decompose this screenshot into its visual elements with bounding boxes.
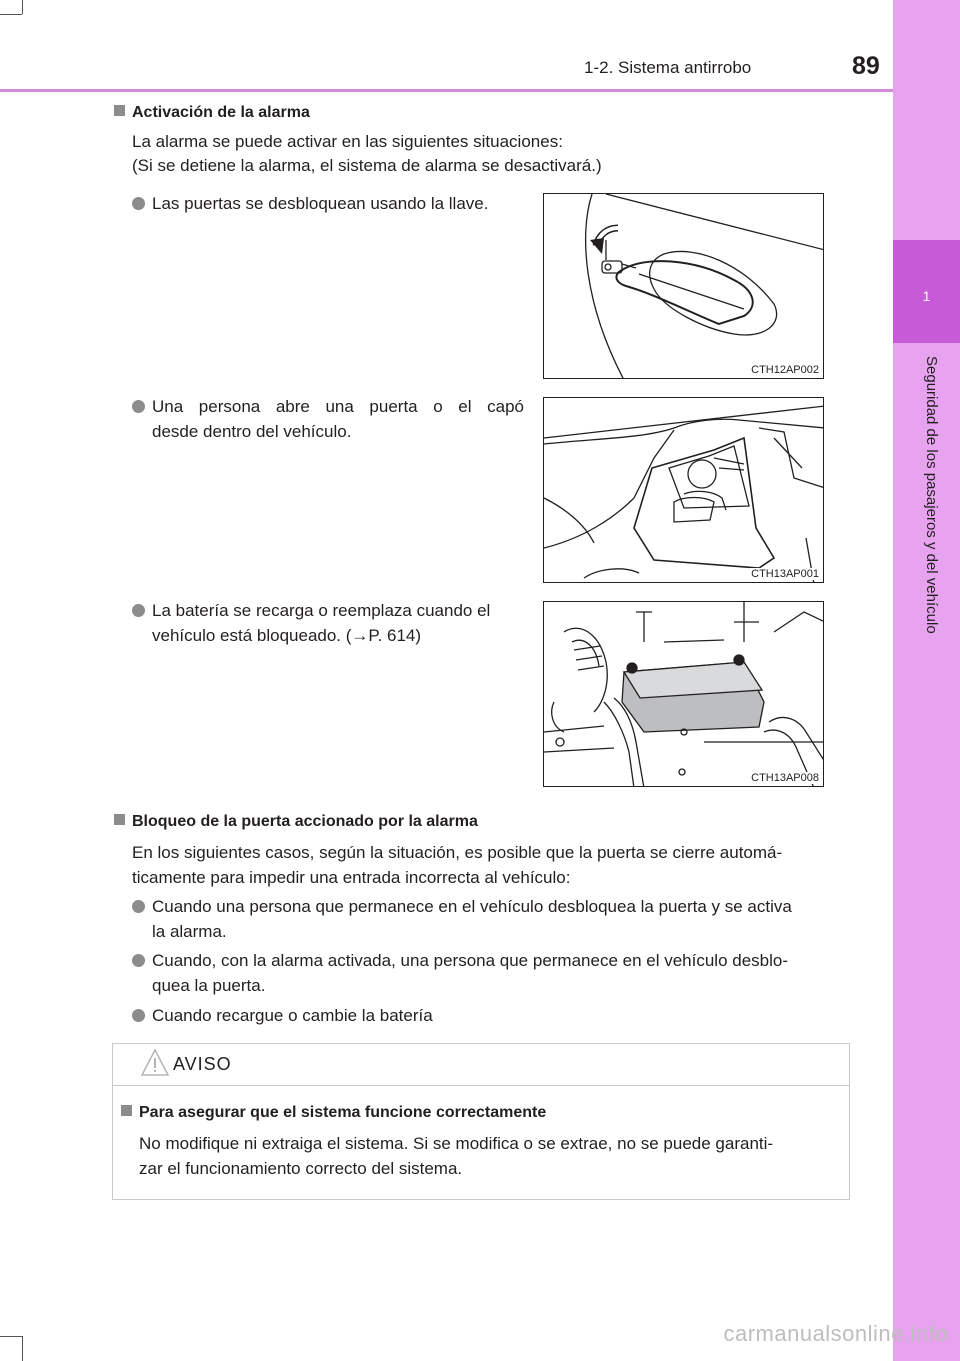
figure-door-open-inside bbox=[543, 397, 824, 583]
warning-heading: Para asegurar que el sistema funcione correctamente bbox=[121, 1104, 546, 1122]
crop-mark bbox=[0, 1336, 22, 1337]
list-item: Cuando, con la alarma activada, una persona que permanece en el vehículo desblo- quea la puerta. bbox=[132, 948, 852, 998]
circle-bullet-icon bbox=[132, 900, 145, 913]
list-item: Cuando una persona que permanece en el vehículo desbloquea la puerta y se activa la alarma. bbox=[132, 894, 852, 944]
page-number: 89 bbox=[852, 52, 880, 80]
header-section-title: 1-2. Sistema antirrobo bbox=[584, 58, 752, 77]
figure-code: CTH13AP008 bbox=[751, 772, 819, 784]
section-heading: Bloqueo de la puerta accionado por la alarma bbox=[114, 813, 478, 831]
crop-mark bbox=[22, 1336, 23, 1361]
section-intro: La alarma se puede activar en las siguientes situaciones: (Si se detiene la alarma, el sistema de alarma se desactivará.) bbox=[132, 132, 602, 175]
chapter-side-tab bbox=[893, 0, 960, 1361]
chapter-title: Seguridad de los pasajeros y del vehículo bbox=[923, 356, 940, 634]
crop-mark bbox=[0, 14, 22, 15]
circle-bullet-icon bbox=[132, 604, 145, 617]
list-item: La batería se recarga o reemplaza cuando el vehículo está bloqueado. (→P. 614) bbox=[132, 598, 524, 650]
watermark: carmanualsonline.info bbox=[723, 1321, 948, 1346]
warning-box bbox=[112, 1043, 850, 1200]
warning-label: AVISO bbox=[173, 1054, 232, 1074]
square-bullet-icon bbox=[114, 814, 125, 825]
section-intro: En los siguientes casos, según la situación, es posible que la puerta se cierre automá- ticamente para impedir una entrada incorrecta al vehículo: bbox=[132, 843, 783, 887]
figure-key-unlock bbox=[543, 193, 824, 379]
warning-text: No modifique ni extraiga el sistema. Si se modifica o se extrae, no se puede garanti- zar el funcionamiento correcto del sistema. bbox=[139, 1134, 774, 1178]
square-bullet-icon bbox=[114, 105, 125, 116]
circle-bullet-icon bbox=[132, 400, 145, 413]
header-divider bbox=[0, 89, 893, 92]
circle-bullet-icon bbox=[132, 954, 145, 967]
chapter-number: 1 bbox=[922, 288, 931, 304]
warning-header bbox=[113, 1044, 849, 1086]
figure-code: CTH12AP002 bbox=[751, 364, 819, 376]
figure-battery-replace bbox=[543, 601, 824, 787]
section-heading: Activación de la alarma bbox=[114, 104, 310, 122]
circle-bullet-icon bbox=[132, 197, 145, 210]
list-item: Una persona abre una puerta o el capó desde dentro del vehículo. bbox=[132, 394, 524, 446]
chapter-number-tab bbox=[893, 240, 960, 343]
crop-mark bbox=[22, 0, 23, 14]
circle-bullet-icon bbox=[132, 1009, 145, 1022]
warning-triangle-icon bbox=[140, 1048, 170, 1078]
square-bullet-icon bbox=[121, 1105, 132, 1116]
figure-code: CTH13AP001 bbox=[751, 568, 819, 580]
